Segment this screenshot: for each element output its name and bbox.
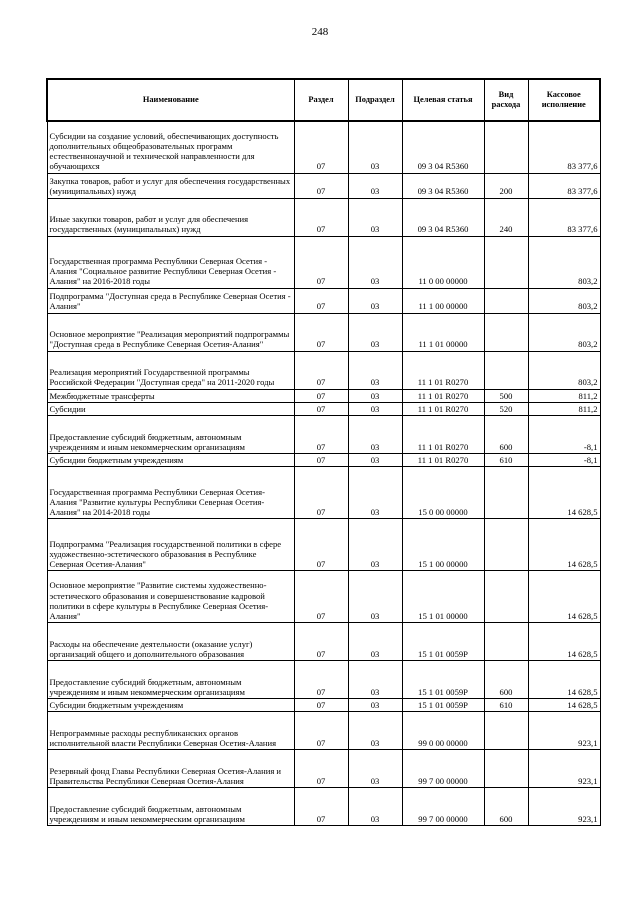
- row-name: Основное мероприятие "Развитие системы художественно-эстетического образования и совершенствование кадровой политики в сфере культуры в Республике Северная Осетия-Алания": [47, 570, 294, 622]
- row-expense-type: [484, 313, 528, 351]
- row-expense-type: 200: [484, 173, 528, 198]
- row-target: 99 7 00 00000: [402, 788, 484, 826]
- row-target: 11 1 01 R0270: [402, 453, 484, 466]
- row-name: Основное мероприятие "Реализация мероприятий подпрограммы "Доступная среда в Республике Северная Осетия-Алания": [47, 313, 294, 351]
- row-target: 15 1 01 00000: [402, 570, 484, 622]
- row-expense-type: 600: [484, 415, 528, 453]
- row-section: 07: [294, 288, 348, 313]
- row-target: 11 0 00 00000: [402, 236, 484, 288]
- row-subsection: 03: [348, 313, 402, 351]
- row-name: Межбюджетные трансферты: [47, 389, 294, 402]
- budget-table: [46, 78, 601, 826]
- row-name: Субсидии на создание условий, обеспечивающих доступность дополнительных общеобразовательных программ естественнонаучной и технической направленности для обучающихся: [47, 121, 294, 173]
- row-target: 09 3 04 R5360: [402, 198, 484, 236]
- table-row: [47, 660, 600, 698]
- row-name: Субсидии бюджетным учреждениям: [47, 453, 294, 466]
- row-subsection: 03: [348, 415, 402, 453]
- row-subsection: 03: [348, 402, 402, 415]
- row-target: 15 1 01 0059Р: [402, 698, 484, 711]
- row-name: Закупка товаров, работ и услуг для обеспечения государственных (муниципальных) нужд: [47, 173, 294, 198]
- row-target: 11 1 01 R0270: [402, 389, 484, 402]
- page-number: 248: [311, 26, 329, 38]
- row-subsection: 03: [348, 389, 402, 402]
- row-target: 11 1 01 00000: [402, 313, 484, 351]
- row-cash: 83 377,6: [528, 121, 600, 173]
- row-section: 07: [294, 198, 348, 236]
- row-section: 07: [294, 173, 348, 198]
- table-row: [47, 389, 600, 402]
- row-subsection: 03: [348, 518, 402, 570]
- row-expense-type: [484, 236, 528, 288]
- table-row: [47, 698, 600, 711]
- table-row: [47, 173, 600, 198]
- row-subsection: 03: [348, 698, 402, 711]
- row-name: Реализация мероприятий Государственной программы Российской Федерации "Доступная среда" на 2011-2020 годы: [47, 351, 294, 389]
- row-subsection: 03: [348, 351, 402, 389]
- row-target: 15 1 01 0059Р: [402, 622, 484, 660]
- row-cash: 811,2: [528, 402, 600, 415]
- row-target: 11 1 01 R0270: [402, 415, 484, 453]
- table-row: [47, 622, 600, 660]
- row-cash: 83 377,6: [528, 173, 600, 198]
- row-expense-type: [484, 466, 528, 518]
- row-section: 07: [294, 698, 348, 711]
- table-row: [47, 313, 600, 351]
- row-name: Предоставление субсидий бюджетным, автономным учреждениям и иным некоммерческим организациям: [47, 788, 294, 826]
- row-expense-type: [484, 712, 528, 750]
- row-cash: 14 628,5: [528, 466, 600, 518]
- row-subsection: 03: [348, 466, 402, 518]
- row-cash: -8,1: [528, 453, 600, 466]
- row-subsection: 03: [348, 453, 402, 466]
- header-section: Раздел: [294, 79, 348, 121]
- row-expense-type: 600: [484, 788, 528, 826]
- row-expense-type: [484, 288, 528, 313]
- row-expense-type: 610: [484, 698, 528, 711]
- row-subsection: 03: [348, 288, 402, 313]
- table-header-row: [47, 79, 600, 121]
- row-target: 11 1 01 R0270: [402, 402, 484, 415]
- row-expense-type: 600: [484, 660, 528, 698]
- row-target: 99 0 00 00000: [402, 712, 484, 750]
- table-row: [47, 466, 600, 518]
- table-row: [47, 351, 600, 389]
- header-subsection: Подраздел: [348, 79, 402, 121]
- row-section: 07: [294, 351, 348, 389]
- row-cash: 803,2: [528, 313, 600, 351]
- row-section: 07: [294, 712, 348, 750]
- row-name: Субсидии бюджетным учреждениям: [47, 698, 294, 711]
- table-row: [47, 750, 600, 788]
- row-target: 11 1 01 R0270: [402, 351, 484, 389]
- row-expense-type: 500: [484, 389, 528, 402]
- row-expense-type: 610: [484, 453, 528, 466]
- row-target: 99 7 00 00000: [402, 750, 484, 788]
- row-cash: 83 377,6: [528, 198, 600, 236]
- row-target: 09 3 04 R5360: [402, 121, 484, 173]
- row-section: 07: [294, 415, 348, 453]
- row-name: Подпрограмма "Доступная среда в Республике Северная Осетия - Алания": [47, 288, 294, 313]
- row-expense-type: [484, 622, 528, 660]
- row-cash: 803,2: [528, 236, 600, 288]
- row-section: 07: [294, 660, 348, 698]
- row-target: 15 1 00 00000: [402, 518, 484, 570]
- row-name: Резервный фонд Главы Республики Северная Осетия-Алания и Правительства Республики Северная Осетия-Алания: [47, 750, 294, 788]
- row-subsection: 03: [348, 173, 402, 198]
- row-cash: 923,1: [528, 750, 600, 788]
- row-expense-type: [484, 570, 528, 622]
- row-subsection: 03: [348, 750, 402, 788]
- row-name: Государственная программа Республики Северная Осетия-Алания "Развитие культуры Республики Северная Осетия-Алания" на 2014-2018 годы: [47, 466, 294, 518]
- row-section: 07: [294, 622, 348, 660]
- row-cash: 14 628,5: [528, 660, 600, 698]
- table-row: [47, 570, 600, 622]
- row-name: Подпрограмма "Реализация государственной политики в сфере художественно-эстетического образования в Республике Северная Осетия-Алания": [47, 518, 294, 570]
- table-row: [47, 236, 600, 288]
- row-section: 07: [294, 402, 348, 415]
- table-row: [47, 712, 600, 750]
- row-section: 07: [294, 570, 348, 622]
- table-row: [47, 198, 600, 236]
- row-target: 15 0 00 00000: [402, 466, 484, 518]
- row-subsection: 03: [348, 712, 402, 750]
- table-row: [47, 518, 600, 570]
- row-section: 07: [294, 518, 348, 570]
- row-target: 09 3 04 R5360: [402, 173, 484, 198]
- row-name: Предоставление субсидий бюджетным, автономным учреждениям и иным некоммерческим организациям: [47, 660, 294, 698]
- row-target: 15 1 01 0059Р: [402, 660, 484, 698]
- header-target: Целевая статья: [402, 79, 484, 121]
- table-row: [47, 121, 600, 173]
- row-name: Иные закупки товаров, работ и услуг для обеспечения государственных (муниципальных) нужд: [47, 198, 294, 236]
- row-section: 07: [294, 750, 348, 788]
- table-row: [47, 788, 600, 826]
- row-cash: 803,2: [528, 351, 600, 389]
- row-section: 07: [294, 236, 348, 288]
- row-cash: 923,1: [528, 712, 600, 750]
- row-section: 07: [294, 313, 348, 351]
- row-cash: 14 628,5: [528, 570, 600, 622]
- row-name: Предоставление субсидий бюджетным, автономным учреждениям и иным некоммерческим организациям: [47, 415, 294, 453]
- table-row: [47, 402, 600, 415]
- row-expense-type: [484, 351, 528, 389]
- row-expense-type: [484, 121, 528, 173]
- row-section: 07: [294, 466, 348, 518]
- row-cash: 14 628,5: [528, 698, 600, 711]
- row-cash: -8,1: [528, 415, 600, 453]
- header-name: Наименование: [47, 79, 294, 121]
- table-row: [47, 415, 600, 453]
- row-name: Субсидии: [47, 402, 294, 415]
- row-subsection: 03: [348, 121, 402, 173]
- row-cash: 803,2: [528, 288, 600, 313]
- header-expense-type: Вид расхода: [484, 79, 528, 121]
- row-expense-type: [484, 518, 528, 570]
- header-cash: Кассовое исполнение: [528, 79, 600, 121]
- row-cash: 14 628,5: [528, 622, 600, 660]
- row-subsection: 03: [348, 660, 402, 698]
- table-row: [47, 453, 600, 466]
- row-expense-type: [484, 750, 528, 788]
- row-target: 11 1 00 00000: [402, 288, 484, 313]
- row-expense-type: 240: [484, 198, 528, 236]
- row-subsection: 03: [348, 236, 402, 288]
- row-subsection: 03: [348, 788, 402, 826]
- row-subsection: 03: [348, 570, 402, 622]
- row-section: 07: [294, 389, 348, 402]
- row-section: 07: [294, 788, 348, 826]
- row-section: 07: [294, 453, 348, 466]
- row-cash: 923,1: [528, 788, 600, 826]
- table-row: [47, 288, 600, 313]
- row-section: 07: [294, 121, 348, 173]
- row-expense-type: 520: [484, 402, 528, 415]
- row-cash: 14 628,5: [528, 518, 600, 570]
- row-cash: 811,2: [528, 389, 600, 402]
- row-name: Государственная программа Республики Северная Осетия - Алания "Социальное развитие Республики Северная Осетия - Алания" на 2016-2018 годы: [47, 236, 294, 288]
- row-name: Непрограммные расходы республиканских органов исполнительной власти Республики Северная Осетия-Алания: [47, 712, 294, 750]
- row-name: Расходы на обеспечение деятельности (оказание услуг) организаций общего и дополнительного образования: [47, 622, 294, 660]
- row-subsection: 03: [348, 198, 402, 236]
- row-subsection: 03: [348, 622, 402, 660]
